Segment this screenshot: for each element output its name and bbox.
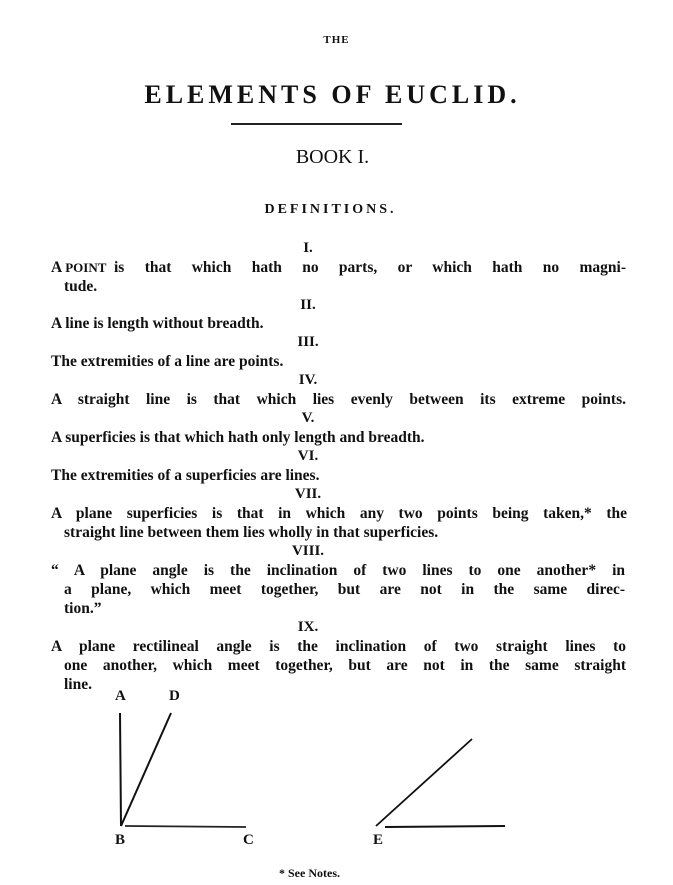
definition-line: tude.: [64, 278, 98, 295]
line-bd: [121, 713, 171, 826]
definition-line: one another, which meet together, but are not in the same straight: [64, 657, 626, 674]
definition-number: VII.: [294, 486, 322, 502]
book-heading: BOOK I.: [295, 146, 370, 168]
definition-line: line.: [64, 676, 92, 693]
text: A POINT: [51, 259, 107, 276]
definition-line: tion.”: [64, 600, 102, 617]
page-title: ELEMENTS OF EUCLID.: [144, 80, 521, 109]
line-ab: [120, 713, 121, 826]
line-e-lower: [385, 826, 505, 827]
definition-number: I.: [303, 240, 313, 256]
line-bc: [125, 826, 246, 827]
definition-number: VI.: [297, 448, 319, 464]
text: is that which hath no parts, or which hath no magni-: [114, 259, 626, 276]
label-b: B: [115, 832, 126, 848]
definition-line: “ A plane angle is the inclination of two lines to one another* in: [51, 562, 625, 579]
definition-number: IX.: [297, 619, 319, 635]
definition-line: A superficies is that which hath only length and breadth.: [51, 429, 425, 446]
definition-line: A plane superficies is that in which any two points being taken,* the: [51, 505, 627, 522]
definition-number: VIII.: [291, 543, 325, 559]
definition-number: V.: [301, 410, 315, 426]
label-a: A: [115, 688, 126, 704]
definition-line: a plane, which meet together, but are not in the same direc-: [64, 581, 625, 598]
header-the: THE: [323, 34, 350, 46]
definition-number: II.: [300, 297, 316, 313]
definition-line: A plane rectilineal angle is the inclination of two straight lines to: [51, 638, 626, 655]
label-e: E: [373, 832, 384, 848]
definition-line: straight line between them lies wholly in that superficies.: [64, 524, 439, 541]
definition-line: The extremities of a superficies are lines.: [51, 467, 320, 484]
definition-line: The extremities of a line are points.: [51, 353, 284, 370]
definition-line: A straight line is that which lies evenly between its extreme points.: [51, 391, 626, 408]
footnote: * See Notes.: [279, 866, 340, 880]
label-d: D: [169, 688, 180, 704]
definition-number: IV.: [298, 372, 318, 388]
definition-number: III.: [297, 334, 319, 350]
label-c: C: [243, 832, 254, 848]
definition-line: A line is length without breadth.: [51, 315, 264, 332]
line-e-upper: [376, 739, 472, 826]
section-heading: DEFINITIONS.: [264, 202, 397, 217]
